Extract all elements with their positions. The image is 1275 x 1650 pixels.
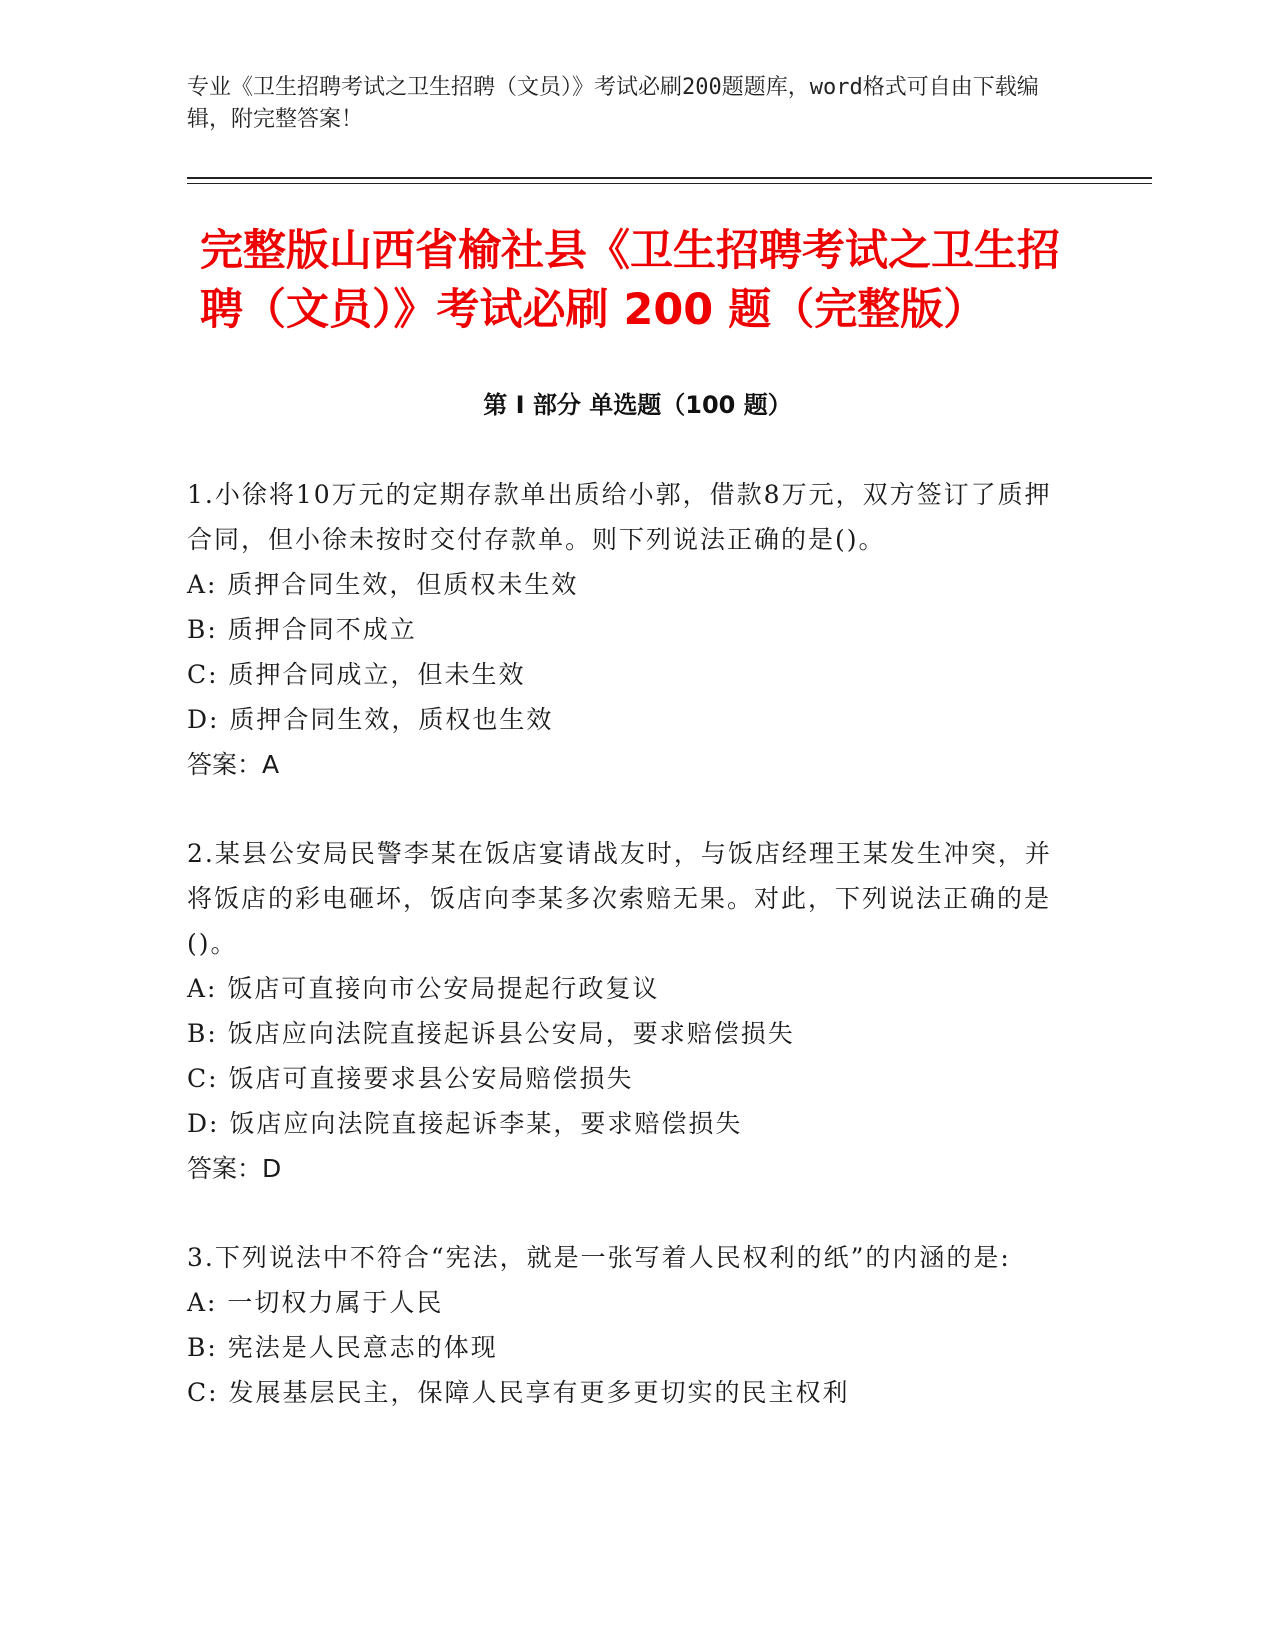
question-stem: 3.下列说法中不符合“宪法，就是一张写着人民权利的纸”的内涵的是: <box>187 1243 1011 1272</box>
document-title: 完整版山西省榆社县《卫生招聘考试之卫生招聘（文员）》考试必刷 200 题（完整版） <box>200 226 1060 335</box>
option-d: D: 饭店应向法院直接起诉李某，要求赔偿损失 <box>187 1109 743 1138</box>
option-a: A: 一切权力属于人民 <box>187 1288 444 1317</box>
option-c: C: 发展基层民主，保障人民享有更多更切实的民主权利 <box>187 1378 850 1407</box>
option-c: C: 质押合同成立，但未生效 <box>187 660 526 689</box>
question-stem: 2.某县公安局民警李某在饭店宴请战友时，与饭店经理王某发生冲突，并将饭店的彩电砸坏，饭店向李某多次索赔无果。对此，下列说法正确的是()。 <box>187 839 1052 958</box>
option-b: B: 饭店应向法院直接起诉县公安局，要求赔偿损失 <box>187 1019 795 1048</box>
header-note: 专业《卫生招聘考试之卫生招聘（文员）》考试必刷200题题库，word格式可自由下载编辑，附完整答案！ <box>187 75 1039 132</box>
question-stem: 1.小徐将10万元的定期存款单出质给小郭，借款8万元，双方签订了质押合同，但小徐未按时交付存款单。则下列说法正确的是()。 <box>187 480 1052 554</box>
answer: 答案：D <box>187 1154 282 1183</box>
question-list <box>187 472 1067 1459</box>
question-3 <box>187 1235 1067 1415</box>
answer: 答案：A <box>187 750 280 779</box>
option-b: B: 质押合同不成立 <box>187 615 417 644</box>
header-divider <box>187 177 1152 179</box>
section-title: 第 I 部分 单选题（100 题） <box>483 391 792 419</box>
option-a: A: 饭店可直接向市公安局提起行政复议 <box>187 974 660 1003</box>
option-c: C: 饭店可直接要求县公安局赔偿损失 <box>187 1064 634 1093</box>
header-divider-thin <box>187 183 1152 184</box>
option-a: A: 质押合同生效，但质权未生效 <box>187 570 579 599</box>
question-1 <box>187 472 1067 787</box>
question-2 <box>187 831 1067 1191</box>
option-d: D: 质押合同生效，质权也生效 <box>187 705 554 734</box>
option-b: B: 宪法是人民意志的体现 <box>187 1333 498 1362</box>
